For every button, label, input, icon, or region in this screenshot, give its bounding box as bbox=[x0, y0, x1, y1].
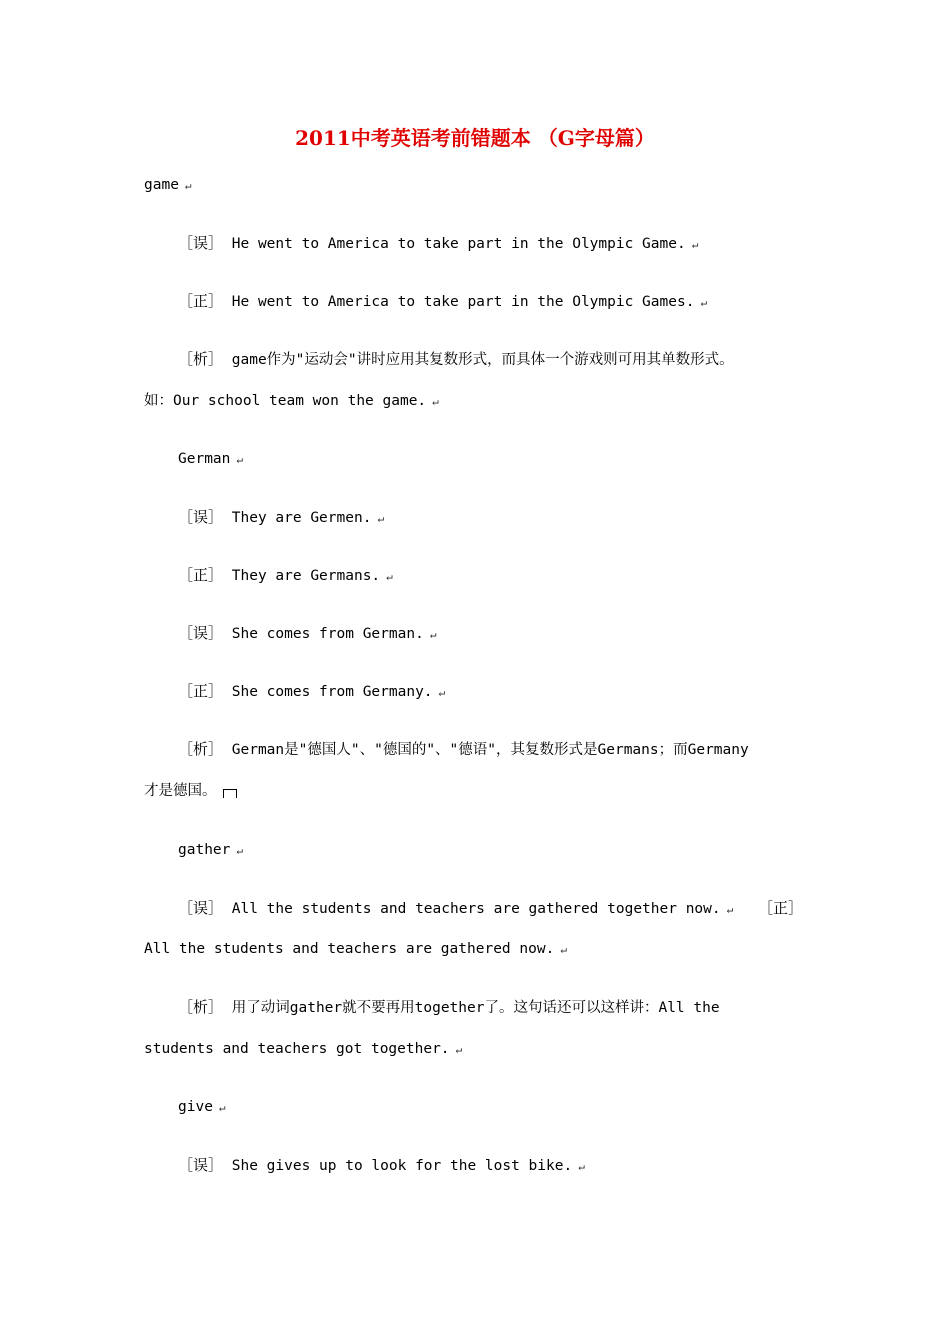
paragraph-mark: ↵ bbox=[726, 903, 734, 916]
wrong-tag: ［误］ bbox=[178, 508, 224, 526]
right-sentence: They are Germans. bbox=[231, 568, 381, 584]
headword-gather bbox=[178, 840, 243, 861]
headword-text: game bbox=[144, 177, 179, 193]
paragraph-mark: ↵ bbox=[184, 179, 192, 192]
note-line bbox=[178, 739, 749, 760]
wrong-tag: ［误］ bbox=[178, 899, 224, 917]
right-line bbox=[178, 681, 445, 703]
right-tag: ［正］ bbox=[758, 899, 804, 917]
note-line bbox=[178, 349, 734, 370]
right-tag: ［正］ bbox=[178, 682, 224, 700]
paragraph-mark: ↵ bbox=[236, 453, 244, 466]
wrong-line bbox=[178, 623, 436, 645]
right-sentence: All the students and teachers are gathered now. bbox=[144, 941, 555, 957]
paragraph-mark: ↵ bbox=[691, 238, 699, 251]
paragraph-mark: ↵ bbox=[236, 844, 244, 857]
note-text: students and teachers got together. bbox=[144, 1041, 450, 1057]
page-title: 2011中考英语考前错题本 （G字母篇） bbox=[295, 126, 655, 150]
wrong-sentence: She gives up to look for the lost bike. bbox=[231, 1158, 573, 1174]
headword-text: gather bbox=[178, 842, 231, 858]
right-tag-inline bbox=[758, 898, 803, 919]
wrong-sentence: He went to America to take part in the Olympic Game. bbox=[231, 236, 686, 252]
paragraph-mark: ↵ bbox=[578, 1160, 585, 1173]
note-line-continued bbox=[144, 391, 439, 412]
paragraph-mark: ↵ bbox=[218, 1101, 226, 1114]
right-tag: ［正］ bbox=[178, 292, 224, 310]
note-line-continued bbox=[144, 1039, 462, 1060]
right-tag: ［正］ bbox=[178, 566, 224, 584]
right-line bbox=[144, 939, 567, 960]
paragraph-mark: ↵ bbox=[700, 296, 708, 309]
wrong-tag: ［误］ bbox=[178, 1156, 224, 1174]
note-line-continued bbox=[144, 781, 237, 801]
wrong-line bbox=[178, 898, 733, 920]
headword-text: give bbox=[178, 1099, 213, 1115]
note-tag: ［析］ bbox=[178, 740, 224, 758]
note-text: 如：Our school team won the game. bbox=[144, 393, 427, 409]
paragraph-mark: ↵ bbox=[432, 395, 439, 408]
right-line bbox=[178, 565, 393, 587]
note-tag: ［析］ bbox=[178, 998, 224, 1016]
wrong-sentence: They are Germen. bbox=[231, 510, 372, 526]
note-text: game作为"运动会"讲时应用其复数形式，而具体一个游戏则可用其单数形式。 bbox=[231, 352, 734, 368]
text-boundary-mark bbox=[223, 789, 237, 798]
note-tag: ［析］ bbox=[178, 350, 224, 368]
right-line bbox=[178, 291, 707, 313]
note-text: German是"德国人"、"德国的"、"德语"，其复数形式是Germans；而Germany bbox=[231, 742, 749, 758]
right-sentence: She comes from Germany. bbox=[231, 684, 433, 700]
headword-give bbox=[178, 1097, 226, 1118]
note-text: 用了动词gather就不要再用together了。这句话还可以这样讲：All the bbox=[231, 1000, 720, 1016]
headword-german bbox=[178, 449, 243, 470]
paragraph-mark: ↵ bbox=[429, 628, 437, 641]
paragraph-mark: ↵ bbox=[386, 570, 393, 583]
wrong-tag: ［误］ bbox=[178, 624, 224, 642]
paragraph-mark: ↵ bbox=[560, 943, 567, 956]
wrong-sentence: She comes from German. bbox=[231, 626, 424, 642]
wrong-tag: ［误］ bbox=[178, 234, 224, 252]
wrong-line bbox=[178, 1155, 585, 1177]
paragraph-mark: ↵ bbox=[455, 1043, 463, 1056]
wrong-sentence: All the students and teachers are gathered together now. bbox=[231, 901, 721, 917]
paragraph-mark: ↵ bbox=[377, 512, 385, 525]
wrong-line bbox=[178, 233, 698, 255]
headword-text: German bbox=[178, 451, 231, 467]
paragraph-mark: ↵ bbox=[438, 686, 446, 699]
headword-game bbox=[144, 175, 192, 196]
wrong-line bbox=[178, 507, 384, 529]
note-line bbox=[178, 997, 720, 1018]
right-sentence: He went to America to take part in the Olympic Games. bbox=[231, 294, 695, 310]
note-text: 才是德国。 bbox=[144, 783, 217, 799]
